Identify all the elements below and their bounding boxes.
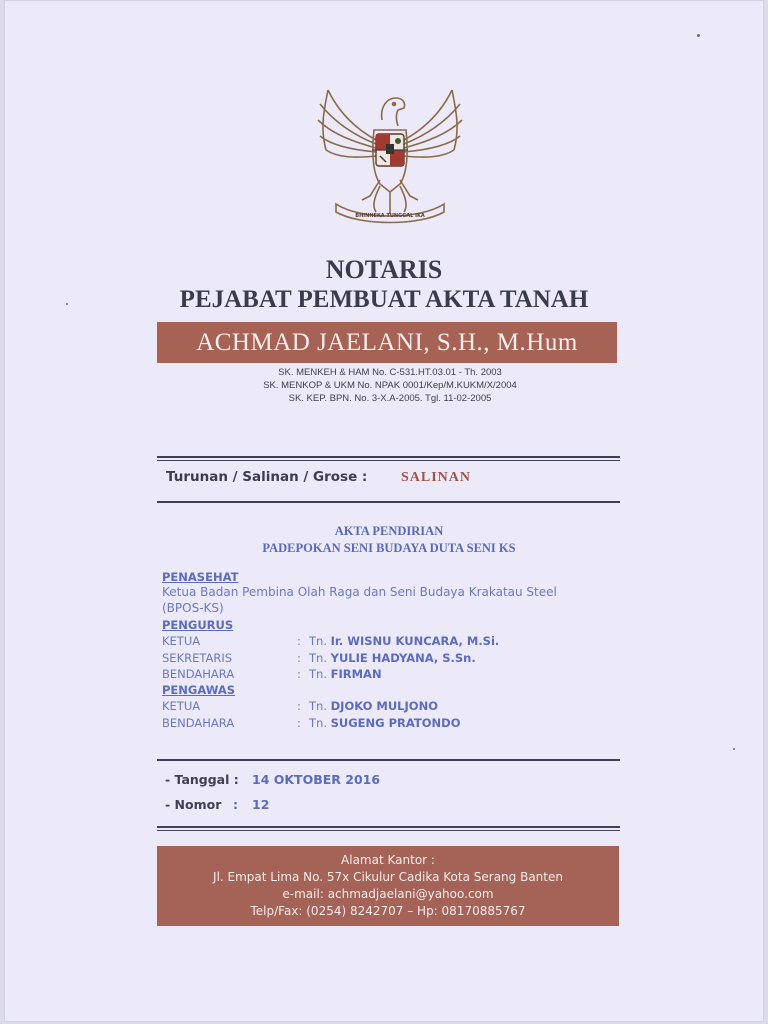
pengawas-heading: PENGAWAS [162,683,236,697]
divider [157,759,620,761]
divider [157,501,620,503]
copy-type-label: Turunan / Salinan / Grose : [166,469,368,485]
motto-ribbon-text: BHINNEKA TUNGGAL IKA [355,213,425,219]
speck [66,303,68,305]
role-label: KETUA [162,634,201,648]
notary-name-banner [157,322,617,363]
person-name: Tn. SUGENG PRATONDO [309,716,461,730]
garuda-emblem-icon [310,80,470,228]
number-value: 12 [252,797,270,812]
copy-type-value: SALINAN [401,470,472,485]
penasehat-line: Ketua Badan Pembina Olah Raga dan Seni Budaya Krakatau Steel [162,585,557,599]
role-label: BENDAHARA [162,667,235,681]
date-value: 14 OKTOBER 2016 [252,772,381,787]
colon: : [297,716,301,730]
office-title: NOTARIS [325,255,443,284]
office-heading: Alamat Kantor : [341,853,435,867]
colon: : [297,667,301,681]
divider [157,456,620,461]
colon: : [297,651,301,665]
date-label: - Tanggal : [165,772,239,787]
speck [697,34,700,37]
number-colon: : [233,797,238,812]
notary-name: ACHMAD JAELANI, S.H., M.Hum [196,328,578,356]
role-label: SEKRETARIS [162,651,233,665]
sk-line-3: SK. KEP. BPN. No. 3-X.A-2005. Tgl. 11-02-2005 [288,393,492,404]
office-email: e-mail: achmadjaelani@yahoo.com [282,887,494,901]
role-label: KETUA [162,699,201,713]
office-address: Jl. Empat Lima No. 57x Cikulur Cadika Kota Serang Banten [213,870,563,884]
sk-line-2: SK. MENKOP & UKM No. NPAK 0001/Kep/M.KUKM/X/2004 [263,380,517,391]
colon: : [297,699,301,713]
pengurus-heading: PENGURUS [162,618,234,632]
person-name: Tn. YULIE HADYANA, S.Sn. [309,651,476,665]
sk-line-1: SK. MENKEH & HAM No. C-531.HT.03.01 - Th. 2003 [278,367,502,378]
penasehat-heading: PENASEHAT [162,570,239,584]
colon: : [297,634,301,648]
person-name: Tn. Ir. WISNU KUNCARA, M.Si. [309,634,500,648]
role-label: BENDAHARA [162,716,235,730]
office-subtitle: PEJABAT PEMBUAT AKTA TANAH [179,286,589,313]
deed-title: AKTA PENDIRIAN [334,524,444,538]
divider [157,826,620,831]
office-phone: Telp/Fax: (0254) 8242707 – Hp: 08170885767 [250,904,526,918]
person-name: Tn. DJOKO MULJONO [309,699,438,713]
office-address-box [157,846,619,926]
person-name: Tn. FIRMAN [309,667,382,681]
number-label: - Nomor [165,797,222,812]
penasehat-line: (BPOS-KS) [162,601,224,615]
speck [733,748,735,750]
deed-subtitle: PADEPOKAN SENI BUDAYA DUTA SENI KS [262,541,516,555]
